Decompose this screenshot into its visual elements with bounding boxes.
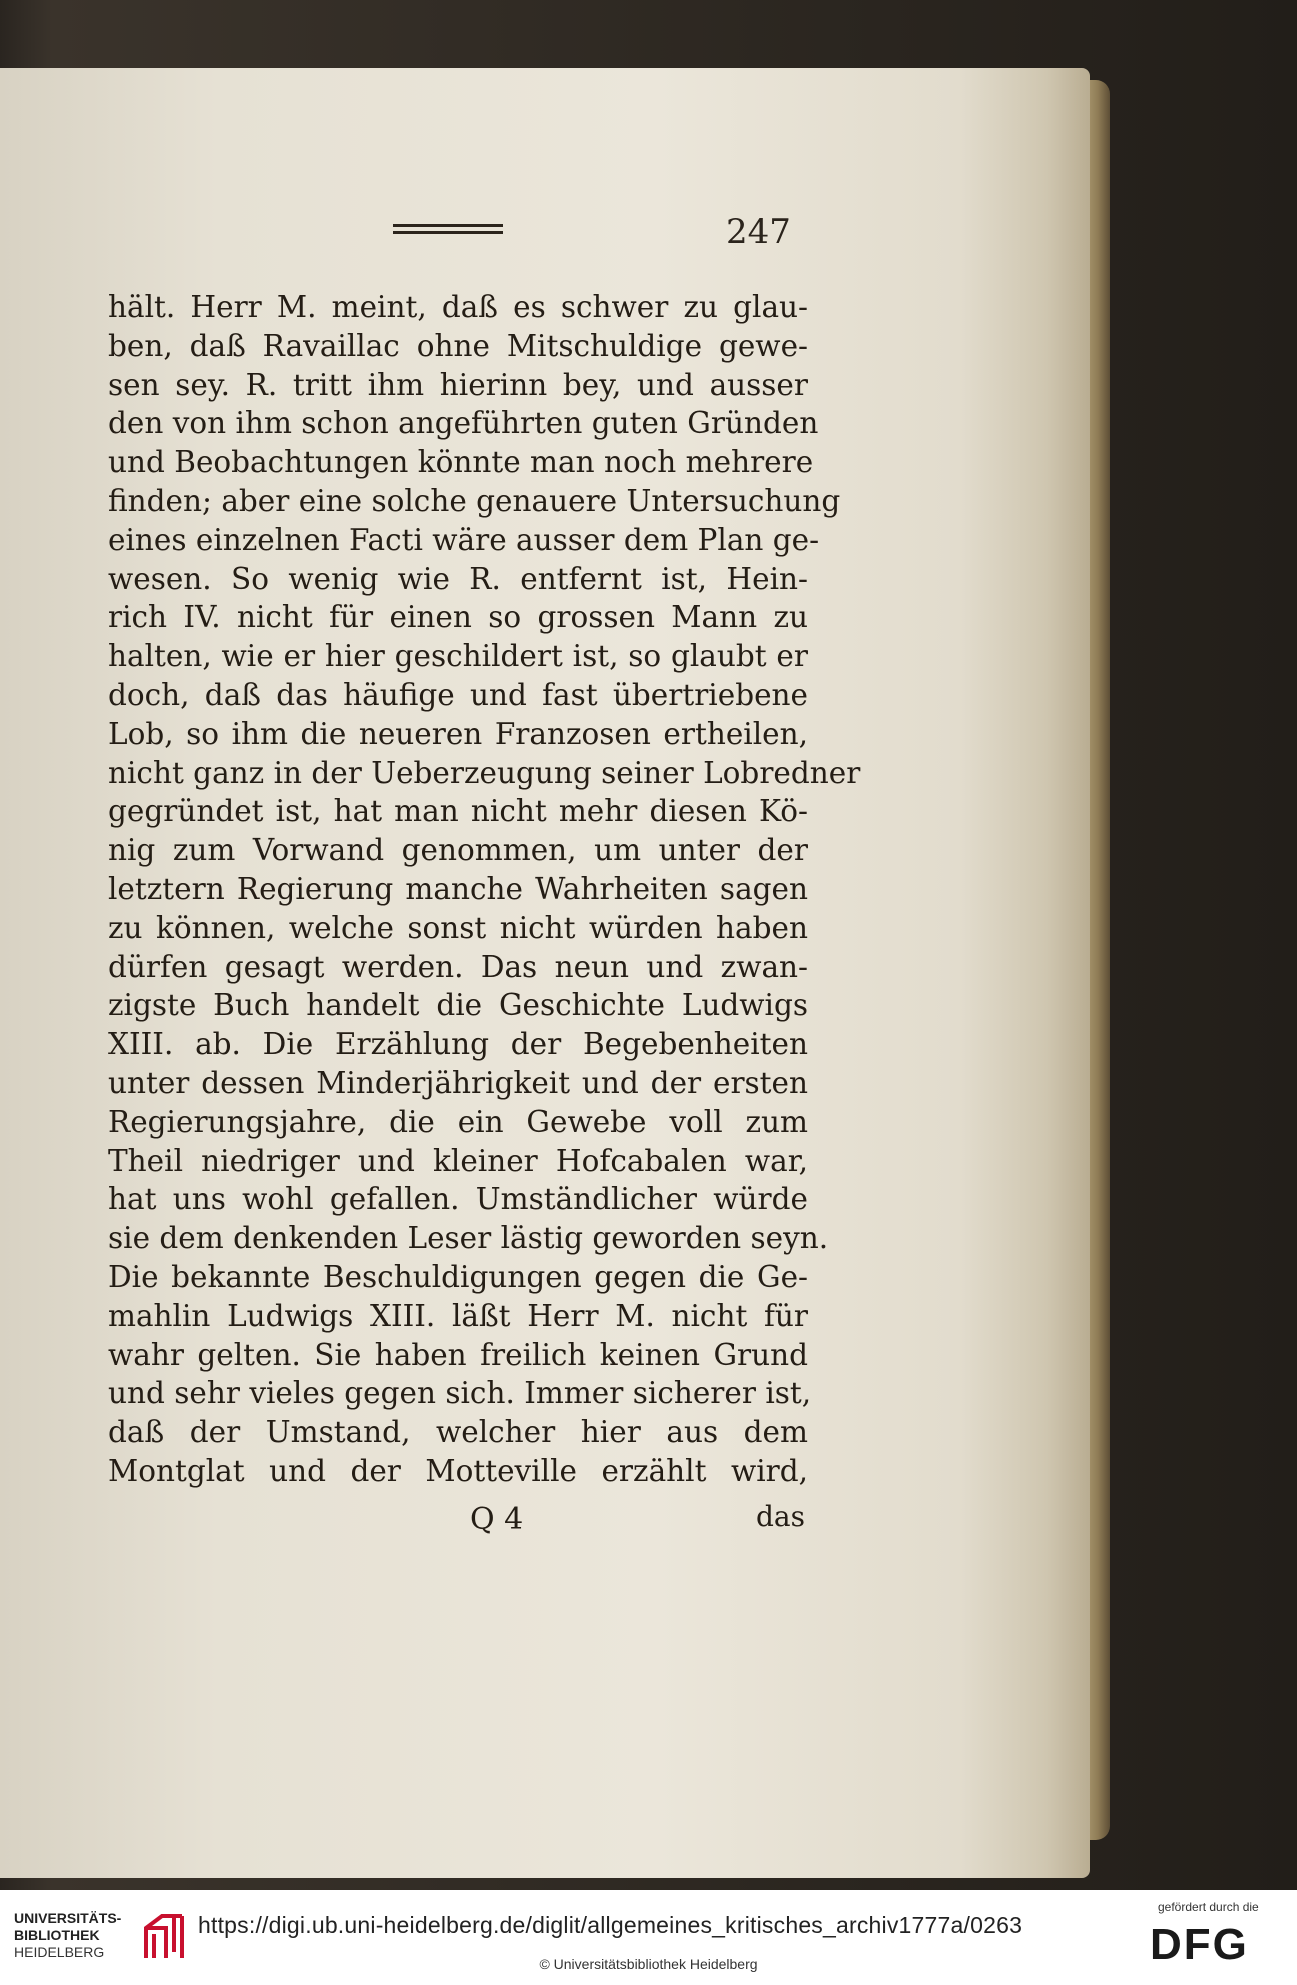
library-name-line1: UNIVERSITÄTS- <box>14 1910 122 1926</box>
text-line: Lob, so ihm die neueren Franzosen ertheilen, <box>108 716 808 751</box>
text-line: dürfen gesagt werden. Das neun und zwan- <box>108 949 808 984</box>
page-number: 247 <box>726 212 791 252</box>
text-line: zigste Buch handelt die Geschichte Ludwigs <box>108 988 808 1023</box>
library-mark-icon <box>142 1912 186 1962</box>
text-line: nicht ganz in der Ueberzeugung seiner Lobredner <box>108 755 861 790</box>
text-line: unter dessen Minderjährigkeit und der ersten <box>108 1065 808 1100</box>
text-line: nig zum Vorwand genommen, um unter der <box>108 833 808 868</box>
catchword: das <box>756 1500 805 1533</box>
text-line: wahr gelten. Sie haben freilich keinen Grund <box>108 1337 808 1372</box>
body-text <box>108 288 861 1491</box>
text-line: gegründet ist, hat man nicht mehr diesen Kö- <box>108 794 808 829</box>
text-line: hält. Herr M. meint, daß es schwer zu glau- <box>108 290 808 324</box>
permalink-url[interactable]: https://digi.ub.uni-heidelberg.de/diglit/allgemeines_kritisches_archiv1777a/0263 <box>198 1912 1023 1938</box>
text-line: den von ihm schon angeführten guten Gründen <box>108 406 819 441</box>
text-line: rich IV. nicht für einen so grossen Mann zu <box>108 600 808 635</box>
text-line: eines einzelnen Facti wäre ausser dem Plan ge- <box>108 522 820 557</box>
text-line: daß der Umstand, welcher hier aus dem <box>108 1415 808 1450</box>
text-line: und sehr vieles gegen sich. Immer sicherer ist, <box>108 1376 812 1411</box>
text-line: Theil niedriger und kleiner Hofcabalen war, <box>108 1143 808 1178</box>
text-line: XIII. ab. Die Erzählung der Begebenheiten <box>108 1027 808 1062</box>
text-line: Die bekannte Beschuldigungen gegen die Ge- <box>108 1259 808 1294</box>
text-line: sie dem denkenden Leser lästig geworden seyn. <box>108 1221 829 1256</box>
text-line: letztern Regierung manche Wahrheiten sagen <box>108 871 808 906</box>
footer-bar <box>0 1890 1297 1985</box>
header-rule <box>393 224 503 234</box>
text-line: hat uns wohl gefallen. Umständlicher würde <box>108 1182 808 1217</box>
text-line: halten, wie er hier geschildert ist, so glaubt er <box>108 639 808 674</box>
library-name-line2: BIBLIOTHEK <box>14 1927 100 1943</box>
text-line: wesen. So wenig wie R. entfernt ist, Hein- <box>108 561 808 596</box>
library-name <box>14 1910 121 1961</box>
text-line: doch, daß das häufige und fast übertriebene <box>108 677 808 712</box>
signature-mark: Q 4 <box>470 1502 524 1537</box>
copyright-notice: © Universitätsbibliothek Heidelberg <box>539 1956 758 1972</box>
funder-label: gefördert durch die <box>1158 1900 1259 1914</box>
text-line: und Beobachtungen könnte man noch mehrere <box>108 445 814 480</box>
text-line: finden; aber eine solche genauere Untersuchung <box>108 483 841 518</box>
text-line: zu können, welche sonst nicht würden haben <box>108 910 808 945</box>
text-line: ben, daß Ravaillac ohne Mitschuldige gewe- <box>108 328 808 363</box>
dfg-logo[interactable]: DFG <box>1150 1920 1249 1969</box>
text-line: Regierungsjahre, die ein Gewebe voll zum <box>108 1104 808 1139</box>
text-line: Montglat und der Motteville erzählt wird, <box>108 1453 808 1488</box>
text-line: sen sey. R. tritt ihm hierinn bey, und ausser <box>108 367 808 402</box>
library-name-line3: HEIDELBERG <box>14 1944 105 1960</box>
text-line: mahlin Ludwigs XIII. läßt Herr M. nicht für <box>108 1298 808 1333</box>
